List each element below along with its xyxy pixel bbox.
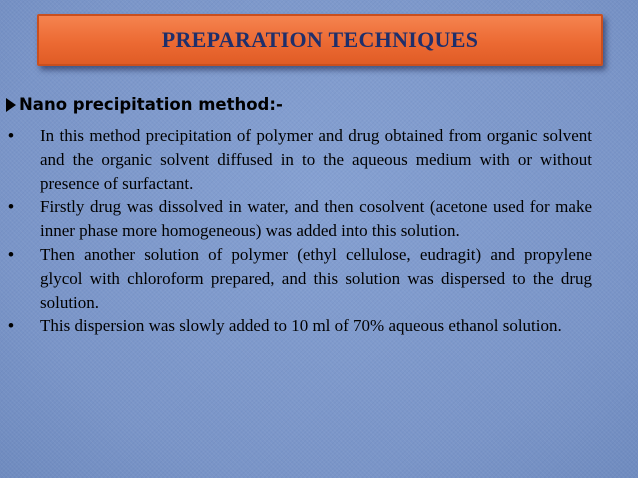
slide-title: PREPARATION TECHNIQUES xyxy=(161,27,479,52)
bullet-item xyxy=(8,314,592,338)
bullet-text: In this method precipitation of polymer and drug obtained from organic solvent and the organic solvent diffused in to the aqueous medium with or without presence of surfactant. xyxy=(40,126,592,193)
bullet-item xyxy=(8,243,592,314)
bullet-dot-icon: • xyxy=(8,197,14,217)
bullet-list xyxy=(8,124,592,338)
bullet-text: This dispersion was slowly added to 10 ml of 70% aqueous ethanol solution. xyxy=(40,316,562,336)
bullet-dot-icon: • xyxy=(8,316,14,336)
bullet-dot-icon: • xyxy=(8,244,14,264)
bullet-text: Firstly drug was dissolved in water, and then cosolvent (acetone used for make inner phase more homogeneous) was added into this solution. xyxy=(40,197,592,241)
section-heading-text: Nano precipitation method:- xyxy=(19,95,283,114)
title-box xyxy=(37,14,603,66)
bullet-item xyxy=(8,124,592,195)
bullet-item xyxy=(8,195,592,243)
arrow-bullet-icon xyxy=(6,98,16,112)
bullet-text: Then another solution of polymer (ethyl cellulose, eudragit) and propylene glycol with chloroform prepared, and this solution was dispersed to the drug solution. xyxy=(40,244,592,312)
section-heading xyxy=(6,95,283,114)
bullet-dot-icon: • xyxy=(8,126,14,145)
